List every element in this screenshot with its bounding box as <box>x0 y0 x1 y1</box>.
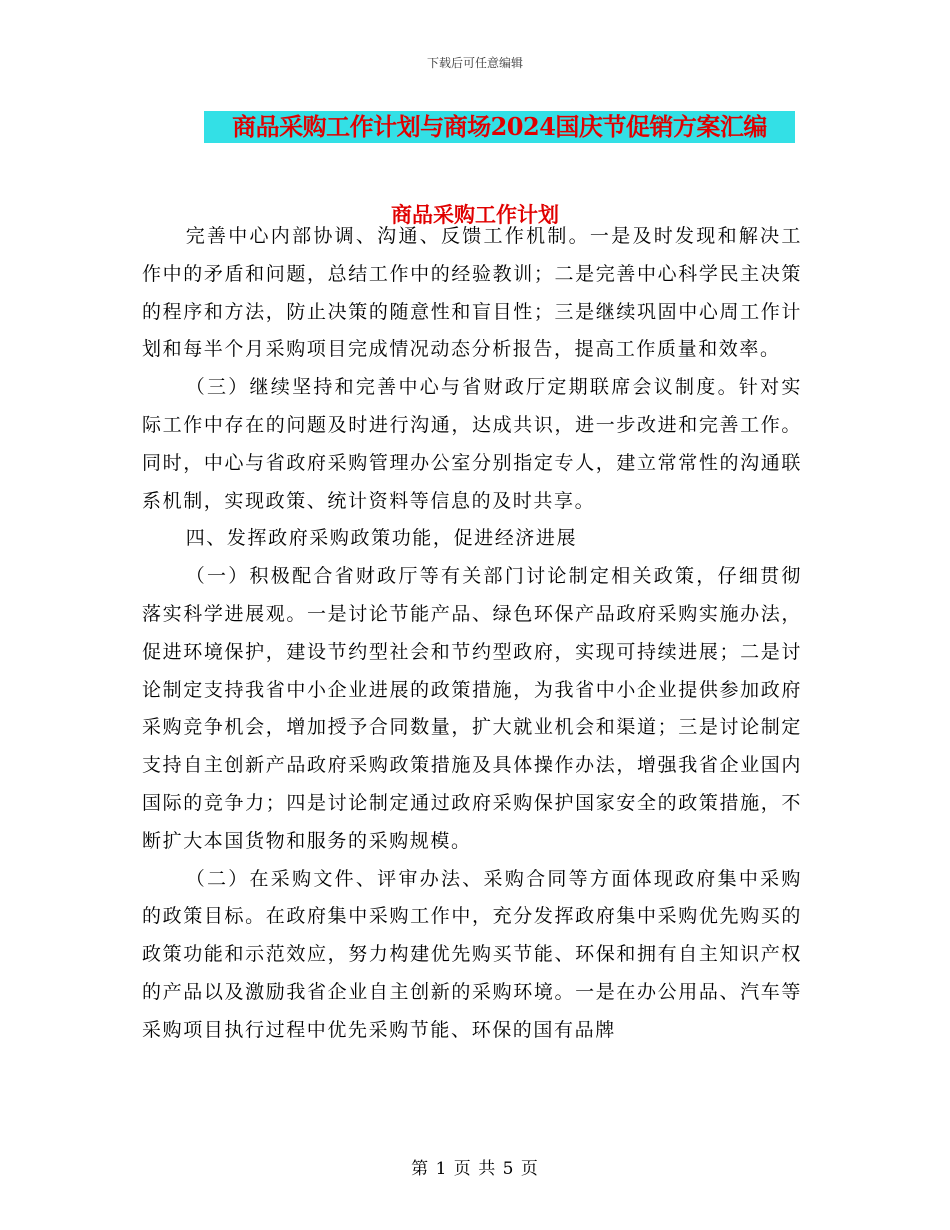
page-header-note: 下载后可任意编辑 <box>426 56 523 70</box>
paragraph: （二）在采购文件、评审办法、采购合同等方面体现政府集中采购的政策目标。在政府集中采购工作中，充分发挥政府集中采购优先购买的政策功能和示范效应，努力构建优先购买节能、环保和拥有自主知识产权的产品以及激励我省企业自主创新的采购环境。一是在办公用品、汽车等采购项目执行过程中优先采购节能、环保的国有品牌 <box>142 867 802 1041</box>
paragraph: 四、发挥政府采购政策功能，促进经济进展 <box>185 527 578 550</box>
page-number-footer: 第 1 页 共 5 页 <box>411 1159 539 1179</box>
document-body <box>142 218 802 1050</box>
paragraph: 完善中心内部协调、沟通、反馈工作机制。一是及时发现和解决工作中的矛盾和问题，总结工作中的经验教训；二是完善中心科学民主决策的程序和方法，防止决策的随意性和盲目性；三是继续巩固中心周工作计划和每半个月采购项目完成情况动态分析报告，提高工作质量和效率。 <box>142 225 802 361</box>
paragraph: （三）继续坚持和完善中心与省财政厅定期联席会议制度。针对实际工作中存在的问题及时进行沟通，达成共识，进一步改进和完善工作。同时，中心与省政府采购管理办公室分别指定专人，建立常常性的沟通联系机制，实现政策、统计资料等信息的及时共享。 <box>142 376 802 512</box>
paragraph: （一）积极配合省财政厅等有关部门讨论制定相关政策，仔细贯彻落实科学进展观。一是讨论节能产品、绿色环保产品政府采购实施办法，促进环境保护，建设节约型社会和节约型政府，实现可持续进展；二是讨论制定支持我省中小企业进展的政策措施，为我省中小企业提供参加政府采购竞争机会，增加授予合同数量，扩大就业机会和渠道；三是讨论制定支持自主创新产品政府采购政策措施及具体操作办法，增强我省企业国内国际的竞争力；四是讨论制定通过政府采购保护国家安全的政策措施，不断扩大本国货物和服务的采购规模。 <box>142 565 802 852</box>
section-title: 商品采购工作计划 <box>391 202 559 227</box>
document-title: 商品采购工作计划与商场2024国庆节促销方案汇编 <box>204 111 795 143</box>
